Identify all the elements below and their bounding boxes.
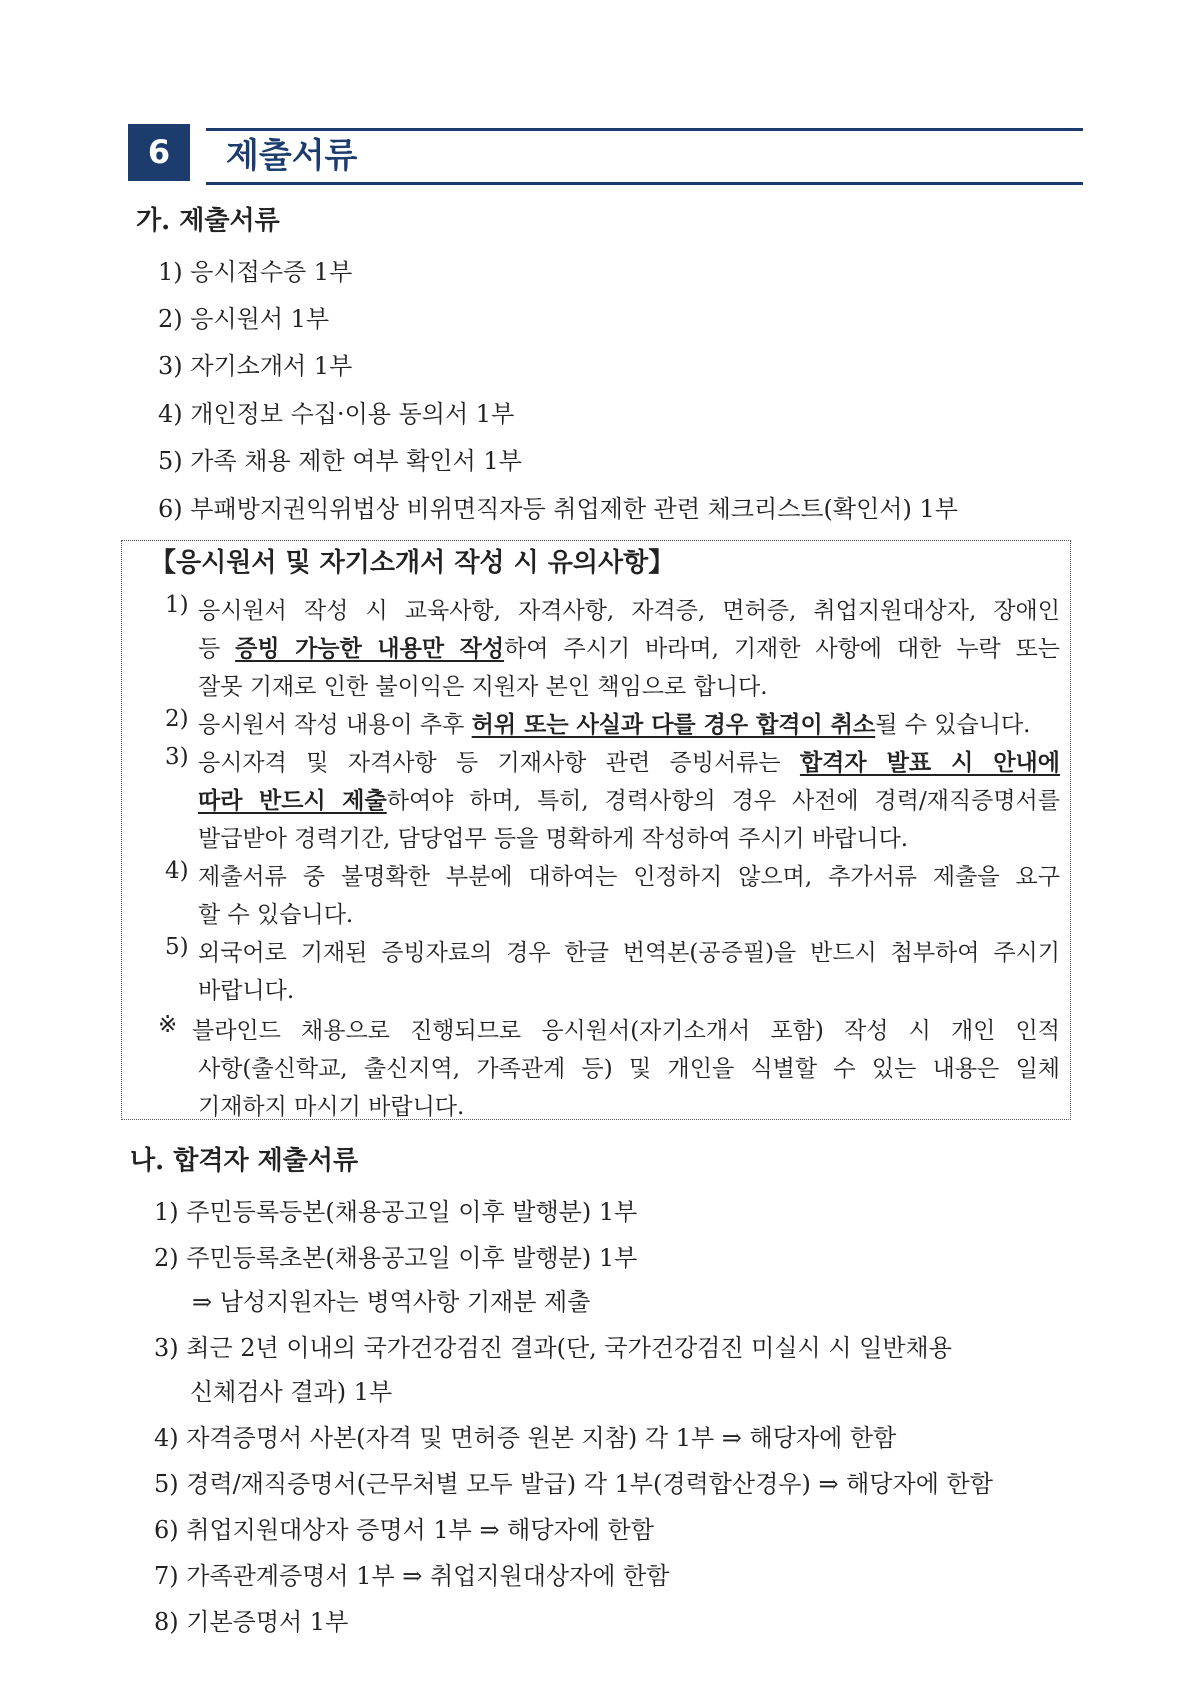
notice-item-line: 기재하지 마시기 바랍니다. (198, 1094, 465, 1120)
notice-item-line: 잘못 기재로 인한 불이익은 지원자 본인 책임으로 합니다. (198, 674, 768, 700)
list-item: 3) 최근 2년 이내의 국가건강검진 결과(단, 국가건강검진 미실시 시 일반채용 (154, 1334, 952, 1362)
list-item: 6) 취업지원대상자 증명서 1부 ⇒ 해당자에 한함 (154, 1516, 654, 1544)
section-header (128, 124, 1083, 186)
notice-item-line (198, 706, 1030, 739)
notice-text: 응시원서 작성 내용이 추후 (198, 712, 472, 738)
list-item: 1) 응시접수증 1부 (158, 258, 353, 286)
notice-item-line: 제출서류 중 불명확한 부분에 대하여는 인정하지 않으며, 추가서류 제출을 요구 (198, 864, 1060, 890)
list-item: 2) 응시원서 1부 (158, 305, 330, 333)
notice-item-number: 5) (165, 934, 189, 960)
list-item-continuation: 신체검사 결과) 1부 (190, 1378, 393, 1406)
list-item: 4) 개인정보 수집·이용 동의서 1부 (158, 400, 515, 428)
section-title: 제출서류 (226, 136, 358, 176)
section-number: 6 (128, 124, 190, 181)
header-rule-bottom (206, 182, 1083, 185)
list-item: 5) 경력/재직증명서(근무처별 모두 발급) 각 1부(경력합산경우) ⇒ 해당자에 한함 (154, 1470, 993, 1498)
subsection-title-a: 가. 제출서류 (136, 206, 280, 236)
notice-item-line: 발급받아 경력기간, 담당업무 등을 명확하게 작성하여 주시기 바랍니다. (198, 826, 909, 852)
notice-item-line (198, 744, 1060, 777)
list-item: 1) 주민등록등본(채용공고일 이후 발행분) 1부 (154, 1198, 638, 1226)
list-item: 3) 자기소개서 1부 (158, 352, 353, 380)
notice-emphasis: 증빙 가능한 내용만 작성 (235, 635, 505, 662)
notice-text: 응시자격 및 자격사항 등 기재사항 관련 증빙서류는 (198, 750, 800, 776)
notice-item-number: 4) (165, 858, 189, 884)
notice-item-line (198, 782, 1060, 815)
list-item: 2) 주민등록초본(채용공고일 이후 발행분) 1부 (154, 1244, 638, 1272)
notice-text: 하여 주시기 바라며, 기재한 사항에 대한 누락 또는 (504, 636, 1061, 662)
list-item-note: ⇒ 남성지원자는 병역사항 기재분 제출 (192, 1288, 591, 1316)
notice-item-line: 블라인드 채용으로 진행되므로 응시원서(자기소개서 포함) 작성 시 개인 인적 (192, 1018, 1060, 1044)
list-item: 4) 자격증명서 사본(자격 및 면허증 원본 지참) 각 1부 ⇒ 해당자에 한함 (154, 1424, 897, 1452)
notice-text: 하여야 하며, 특히, 경력사항의 경우 사전에 경력/재직증명서를 (386, 788, 1060, 814)
notice-emphasis: 합격자 발표 시 안내에 (799, 749, 1060, 776)
notice-item-number: 2) (165, 706, 189, 732)
reference-mark: ※ (158, 1012, 178, 1038)
notice-item-line: 응시원서 작성 시 교육사항, 자격사항, 자격증, 면허증, 취업지원대상자, 장애인 (198, 598, 1060, 624)
notice-item-line: 외국어로 기재된 증빙자료의 경우 한글 번역본(공증필)을 반드시 첨부하여 주시기 (198, 940, 1060, 966)
notice-text: 될 수 있습니다. (875, 712, 1031, 738)
list-item: 5) 가족 채용 제한 여부 확인서 1부 (158, 447, 522, 475)
notice-item-number: 3) (165, 744, 189, 770)
notice-item-line: 바랍니다. (198, 978, 295, 1004)
notice-item-line (198, 630, 1060, 663)
list-item: 8) 기본증명서 1부 (154, 1608, 349, 1636)
list-item: 7) 가족관계증명서 1부 ⇒ 취업지원대상자에 한함 (154, 1562, 670, 1590)
list-item: 6) 부패방지권익위법상 비위면직자등 취업제한 관련 체크리스트(확인서) 1부 (158, 495, 958, 523)
notice-item-line: 할 수 있습니다. (198, 902, 354, 928)
notice-emphasis: 허위 또는 사실과 다를 경우 합격이 취소 (471, 711, 876, 738)
subsection-title-b: 나. 합격자 제출서류 (130, 1146, 359, 1176)
notice-item-line: 사항(출신학교, 출신지역, 가족관계 등) 및 개인을 식별할 수 있는 내용은 일체 (198, 1056, 1061, 1082)
notice-item-number: 1) (165, 592, 189, 618)
notice-title: 【응시원서 및 자기소개서 작성 시 유의사항】 (150, 548, 675, 578)
notice-text: 등 (198, 636, 236, 662)
notice-emphasis: 따라 반드시 제출 (198, 787, 387, 814)
